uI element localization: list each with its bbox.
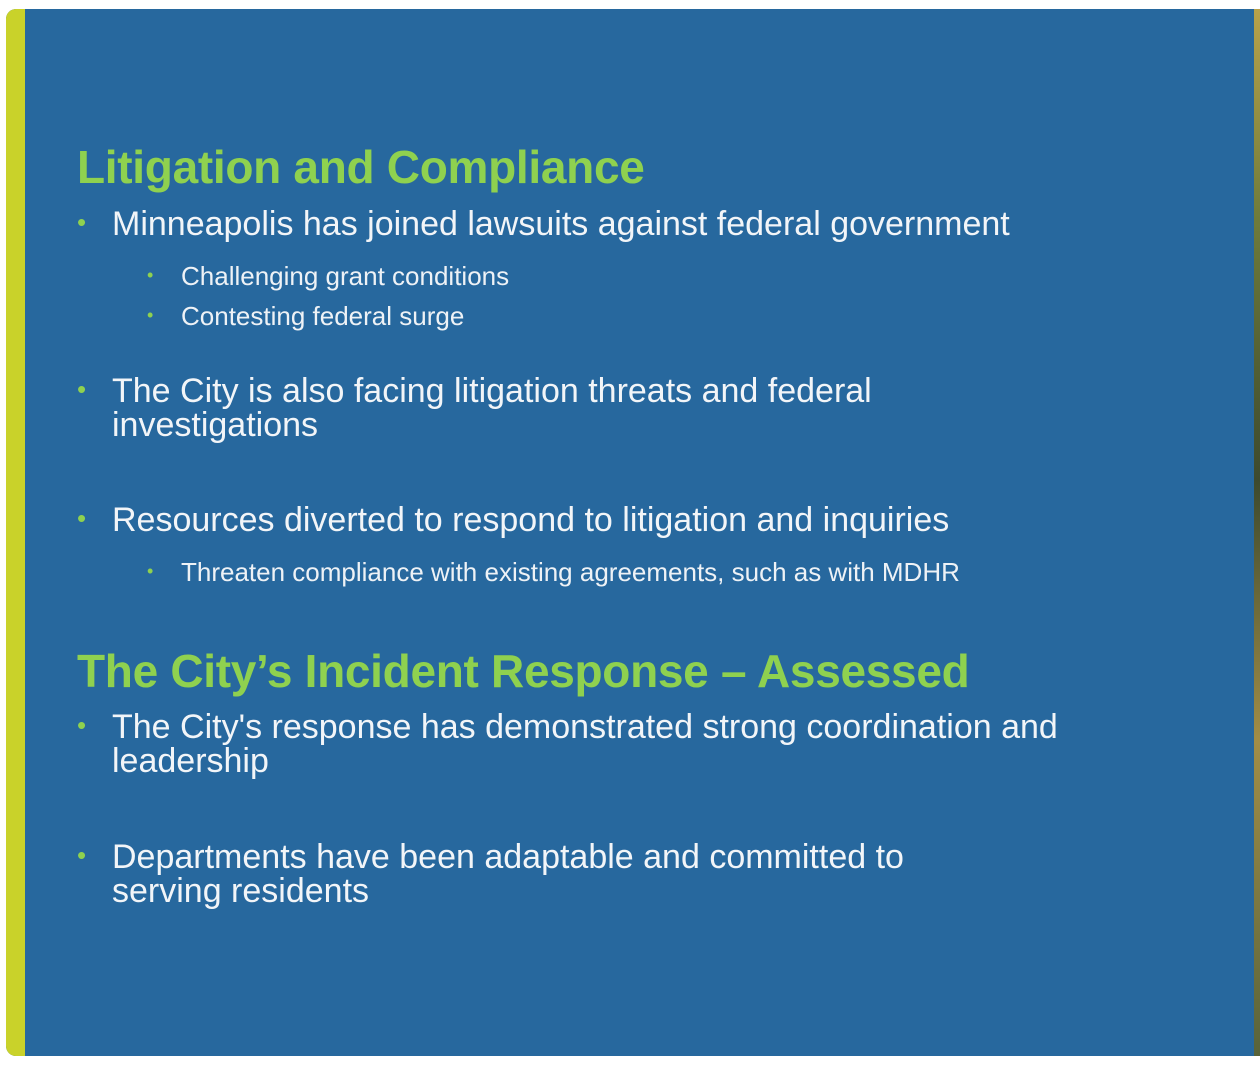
bullet-text: Resources diverted to respond to litigation and inquiries bbox=[112, 501, 950, 539]
bullet-dot: • bbox=[77, 374, 87, 404]
sub-bullet-text: Contesting federal surge bbox=[181, 301, 465, 331]
sub-bullet-item bbox=[147, 261, 509, 291]
bullet-text: Minneapolis has joined lawsuits against federal government bbox=[112, 205, 1010, 243]
bullet-item bbox=[77, 374, 947, 442]
sub-bullet-dot: • bbox=[147, 305, 154, 325]
bullet-item bbox=[77, 503, 1107, 537]
sub-bullet-dot: • bbox=[147, 561, 154, 581]
slide-content bbox=[25, 9, 1254, 1056]
bullet-dot: • bbox=[77, 503, 87, 533]
bullet-dot: • bbox=[77, 840, 87, 870]
bullet-dot: • bbox=[77, 207, 87, 237]
bullet-item bbox=[77, 207, 1107, 241]
bullet-item bbox=[77, 710, 1087, 778]
bullet-text: The City's response has demonstrated strong coordination and leadership bbox=[112, 708, 1058, 780]
bullet-text: Departments have been adaptable and committed to serving residents bbox=[112, 838, 904, 910]
bullet-dot: • bbox=[77, 710, 87, 740]
bullet-text: The City is also facing litigation threats and federal investigations bbox=[112, 372, 872, 444]
section-heading-litigation: Litigation and Compliance bbox=[77, 141, 645, 193]
sub-bullet-text: Threaten compliance with existing agreements, such as with MDHR bbox=[181, 557, 960, 587]
background-edge bbox=[1254, 9, 1260, 1056]
accent-bar bbox=[6, 9, 25, 1056]
sub-bullet-dot: • bbox=[147, 265, 154, 285]
sub-bullet-item bbox=[147, 557, 960, 587]
sub-bullet-text: Challenging grant conditions bbox=[181, 261, 510, 291]
sub-bullet-item bbox=[147, 301, 464, 331]
section-heading-incident-response: The City’s Incident Response – Assessed bbox=[77, 645, 970, 697]
slide-frame bbox=[6, 9, 1260, 1056]
bullet-item bbox=[77, 840, 987, 908]
